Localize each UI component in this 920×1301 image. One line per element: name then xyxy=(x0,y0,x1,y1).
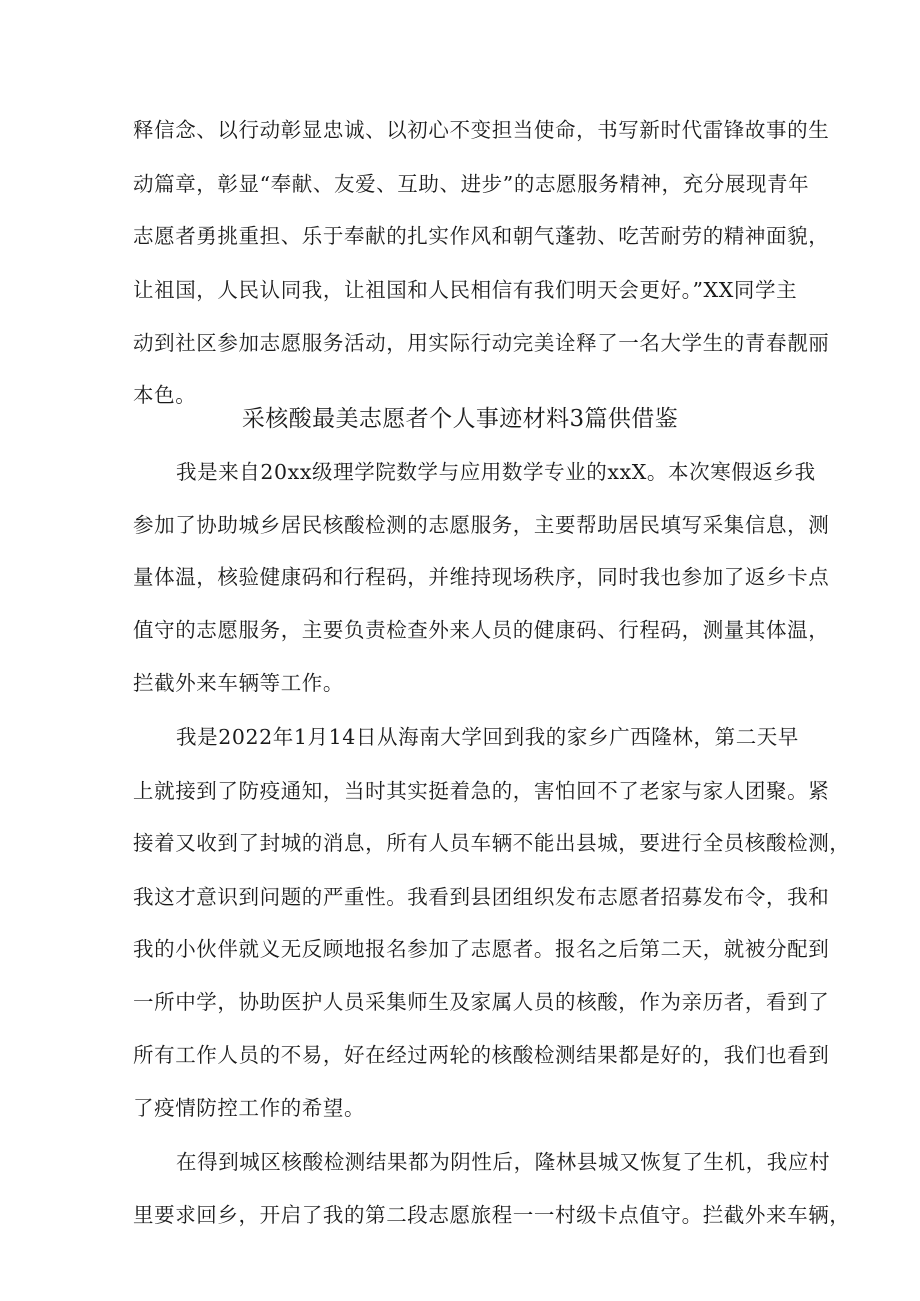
text-line: 我是来自20xx级理学院数学与应用数学专业的xxX。本次寒假返乡我 xyxy=(176,460,816,484)
section-title: 采核酸最美志愿者个人事迹材料3篇供借鉴 xyxy=(241,406,679,432)
text-line: 一所中学，协助医护人员采集师生及家属人员的核酸，作为亲历者，看到了 xyxy=(133,990,830,1014)
text-line: 我的小伙伴就义无反顾地报名参加了志愿者。报名之后第二天，就被分配到 xyxy=(133,937,830,961)
text-line: 本色。 xyxy=(133,383,197,407)
text-line: 动篇章，彰显“奉献、友爱、互助、进步”的志愿服务精神，充分展现青年 xyxy=(133,172,810,196)
text-line: 志愿者勇挑重担、乐于奉献的扎实作风和朝气蓬勃、吃苦耐劳的精神面貌， xyxy=(133,224,830,248)
text-line: 参加了协助城乡居民核酸检测的志愿服务，主要帮助居民填写采集信息，测 xyxy=(133,513,830,537)
text-line: 动到社区参加志愿服务活动，用实际行动完美诠释了一名大学生的青春靓丽 xyxy=(133,331,830,355)
text-line: 所有工作人员的不易，好在经过两轮的核酸检测结果都是好的，我们也看到 xyxy=(133,1043,830,1067)
text-line: 释信念、以行动彰显忠诚、以初心不变担当使命，书写新时代雷锋故事的生 xyxy=(133,118,830,142)
text-line: 上就接到了防疫通知，当时其实挺着急的，害怕回不了老家与家人团聚。紧 xyxy=(133,779,830,803)
text-line: 在得到城区核酸检测结果都为阴性后，隆林县城又恢复了生机，我应村 xyxy=(176,1150,831,1174)
text-line: 我这才意识到问题的严重性。我看到县团组织发布志愿者招募发布令，我和 xyxy=(133,885,830,909)
text-line: 量体温，核验健康码和行程码，并维持现场秩序，同时我也参加了返乡卡点 xyxy=(133,565,830,589)
text-line: 让祖国，人民认同我，让祖国和人民相信有我们明天会更好。”XX同学主 xyxy=(133,278,798,302)
text-line: 接着又收到了封城的消息，所有人员车辆不能出县城，要进行全员核酸检测， xyxy=(133,831,851,855)
text-line: 值守的志愿服务，主要负责检查外来人员的健康码、行程码，测量其体温， xyxy=(133,618,830,642)
text-line: 拦截外来车辆等工作。 xyxy=(133,671,344,695)
text-line: 我是2022年1月14日从海南大学回到我的家乡广西隆林，第二天早 xyxy=(176,725,799,749)
text-line: 里要求回乡，开启了我的第二段志愿旅程一一村级卡点值守。拦截外来车辆， xyxy=(133,1203,851,1227)
text-line: 了疫情防控工作的希望。 xyxy=(133,1096,366,1120)
